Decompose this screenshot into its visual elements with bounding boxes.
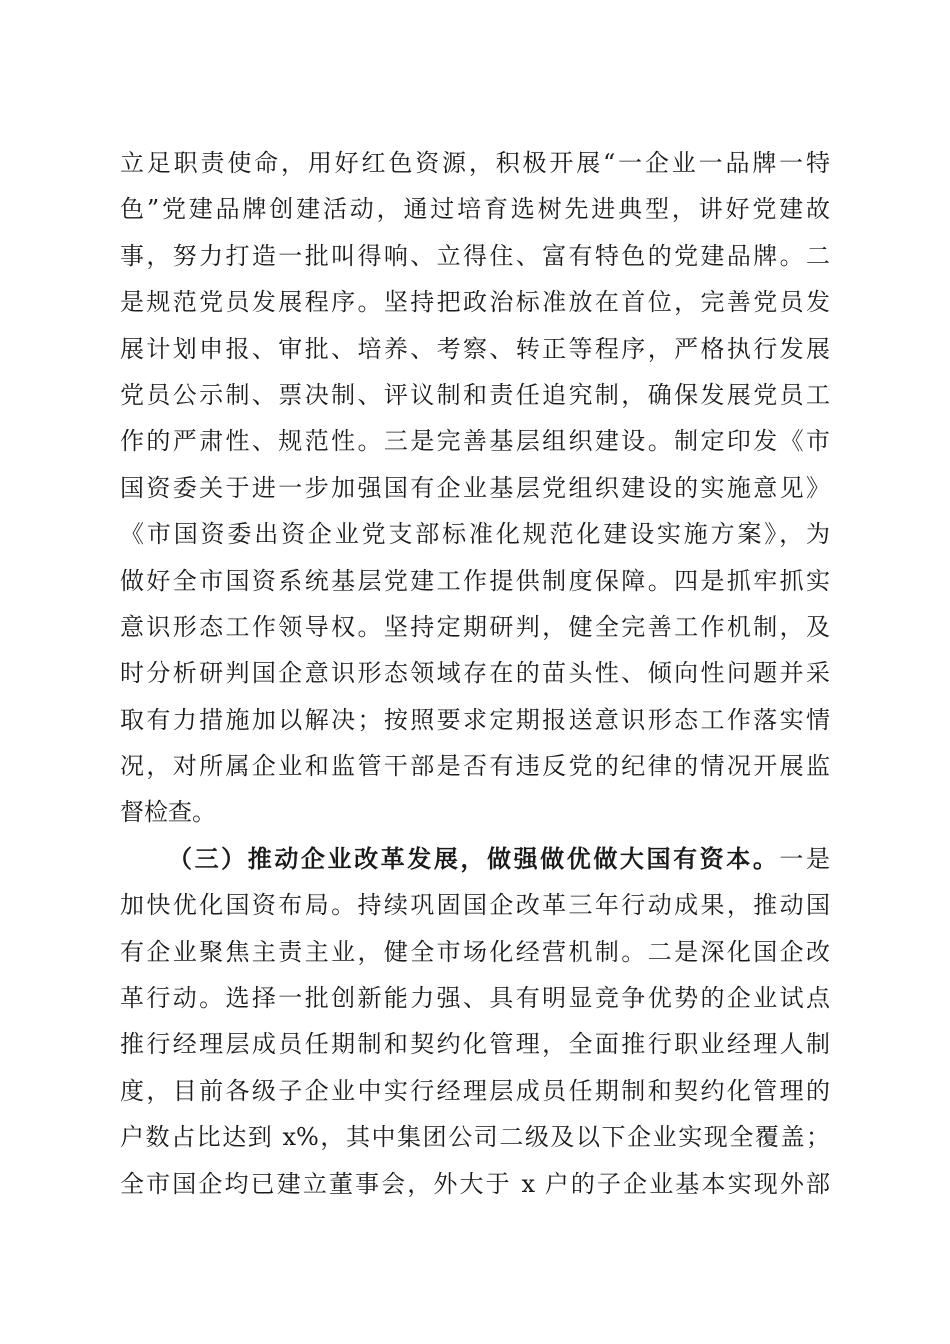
paragraph-line-15: 督检查。 [120,798,216,827]
paragraph-line-5: 展计划申报、审批、培养、考察、转正等程序，严格执行发展 [120,334,830,363]
paragraph-line-8: 国资委关于进一步加强国有企业基层党组织建设的实施意见》 [120,473,830,502]
section-3-heading-line [120,836,830,882]
paragraph-line-6: 党员公示制、票决制、评议制和责任追究制，确保发展党员工 [120,380,830,409]
paragraph-line-9: 《市国资委出资企业党支部标准化规范化建设实施方案》，为 [120,520,830,549]
section-3-heading-tail: 一是 [779,844,831,873]
body-text [120,140,830,1207]
section-3-line-1: 加快优化国资布局。持续巩固国企改革三年行动成果，推动国 [120,891,830,920]
paragraph-line-13: 取有力措施加以解决；按照要求定期报送意识形态工作落实情 [120,705,830,734]
section-3-line-5: 度，目前各级子企业中实行经理层成员任期制和契约化管理的 [120,1076,830,1105]
paragraph-line-10: 做好全市国资系统基层党建工作提供制度保障。四是抓牢抓实 [120,566,830,595]
section-3-line-4: 推行经理层成员任期制和契约化管理，全面推行职业经理人制 [120,1030,830,1059]
paragraph-line-2: 色”党建品牌创建活动，通过培育选树先进典型，讲好党建故 [120,195,830,224]
section-3-line-7: 全市国企均已建立董事会，外大于 x 户的子企业基本实现外部 [120,1169,830,1198]
paragraph-line-1: 立足职责使命，用好红色资源，积极开展“一企业一品牌一特 [120,149,830,177]
paragraph-line-11: 意识形态工作领导权。坚持定期研判，健全完善工作机制，及 [120,612,830,641]
paragraph-line-12: 时分析研判国企意识形态领域存在的苗头性、倾向性问题并采 [120,659,830,688]
section-3-heading: （三）推动企业改革发展，做强做优做大国有资本。 [168,843,780,873]
paragraph-line-4: 是规范党员发展程序。坚持把政治标准放在首位，完善党员发 [120,288,830,317]
section-3-line-3: 革行动。选择一批创新能力强、具有明显竞争优势的企业试点 [120,984,830,1013]
paragraph-line-14: 况，对所属企业和监管干部是否有违反党的纪律的情况开展监 [120,752,830,781]
section-3-line-2: 有企业聚焦主责主业，健全市场化经营机制。二是深化国企改 [120,937,830,966]
paragraph-line-7: 作的严肃性、规范性。三是完善基层组织建设。制定印发《市 [120,427,830,456]
section-3-line-6: 户数占比达到 x%，其中集团公司二级及以下企业实现全覆盖； [120,1123,830,1152]
paragraph-line-3: 事，努力打造一批叫得响、立得住、富有特色的党建品牌。二 [120,241,830,270]
